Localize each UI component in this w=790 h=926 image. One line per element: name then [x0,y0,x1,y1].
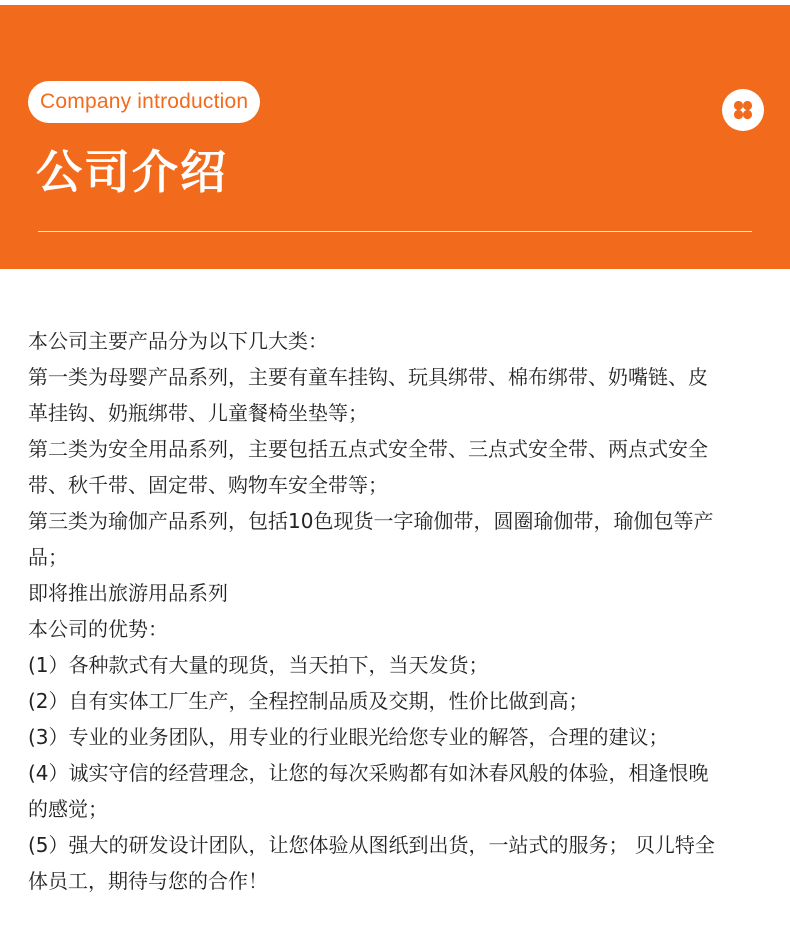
text-line: 第二类为安全用品系列，主要包括五点式安全带、三点式安全带、两点式安全 [28,437,708,461]
text-line: 体员工，期待与您的合作！ [28,869,268,893]
page-title: 公司介绍 [36,145,228,199]
text-line: (3）专业的业务团队，用专业的行业眼光给您专业的解答，合理的建议； [28,725,669,749]
text-line: 本公司主要产品分为以下几大类： [28,329,328,353]
text-line: 第一类为母婴产品系列，主要有童车挂钩、玩具绑带、棉布绑带、奶嘴链、皮 [28,365,708,389]
text-line: (5）强大的研发设计团队，让您体验从图纸到出货，一站式的服务； 贝儿特全 [28,833,715,857]
company-introduction-text [28,323,764,899]
text-line: 革挂钩、奶瓶绑带、儿童餐椅坐垫等； [28,401,368,425]
header-divider [38,231,752,232]
section-label-pill: Company introduction [28,81,260,123]
text-line: 本公司的优势： [28,617,168,641]
text-line: (4）诚实守信的经营理念，让您的每次采购都有如沐春风般的体验，相逢恨晚 [28,761,709,785]
text-line: 第三类为瑜伽产品系列，包括10色现货一字瑜伽带，圆圈瑜伽带，瑜伽包等产 [28,509,714,533]
text-line: (2）自有实体工厂生产，全程控制品质及交期，性价比做到高； [28,689,589,713]
header-banner [0,5,790,269]
text-line: 带、秋千带、固定带、购物车安全带等； [28,473,388,497]
text-line: (1）各种款式有大量的现货，当天拍下，当天发货； [28,653,489,677]
text-line: 即将推出旅游用品系列 [28,581,228,605]
text-line: 的感觉； [28,797,108,821]
text-line: 品； [28,545,68,569]
four-petal-flower-icon [722,89,764,131]
